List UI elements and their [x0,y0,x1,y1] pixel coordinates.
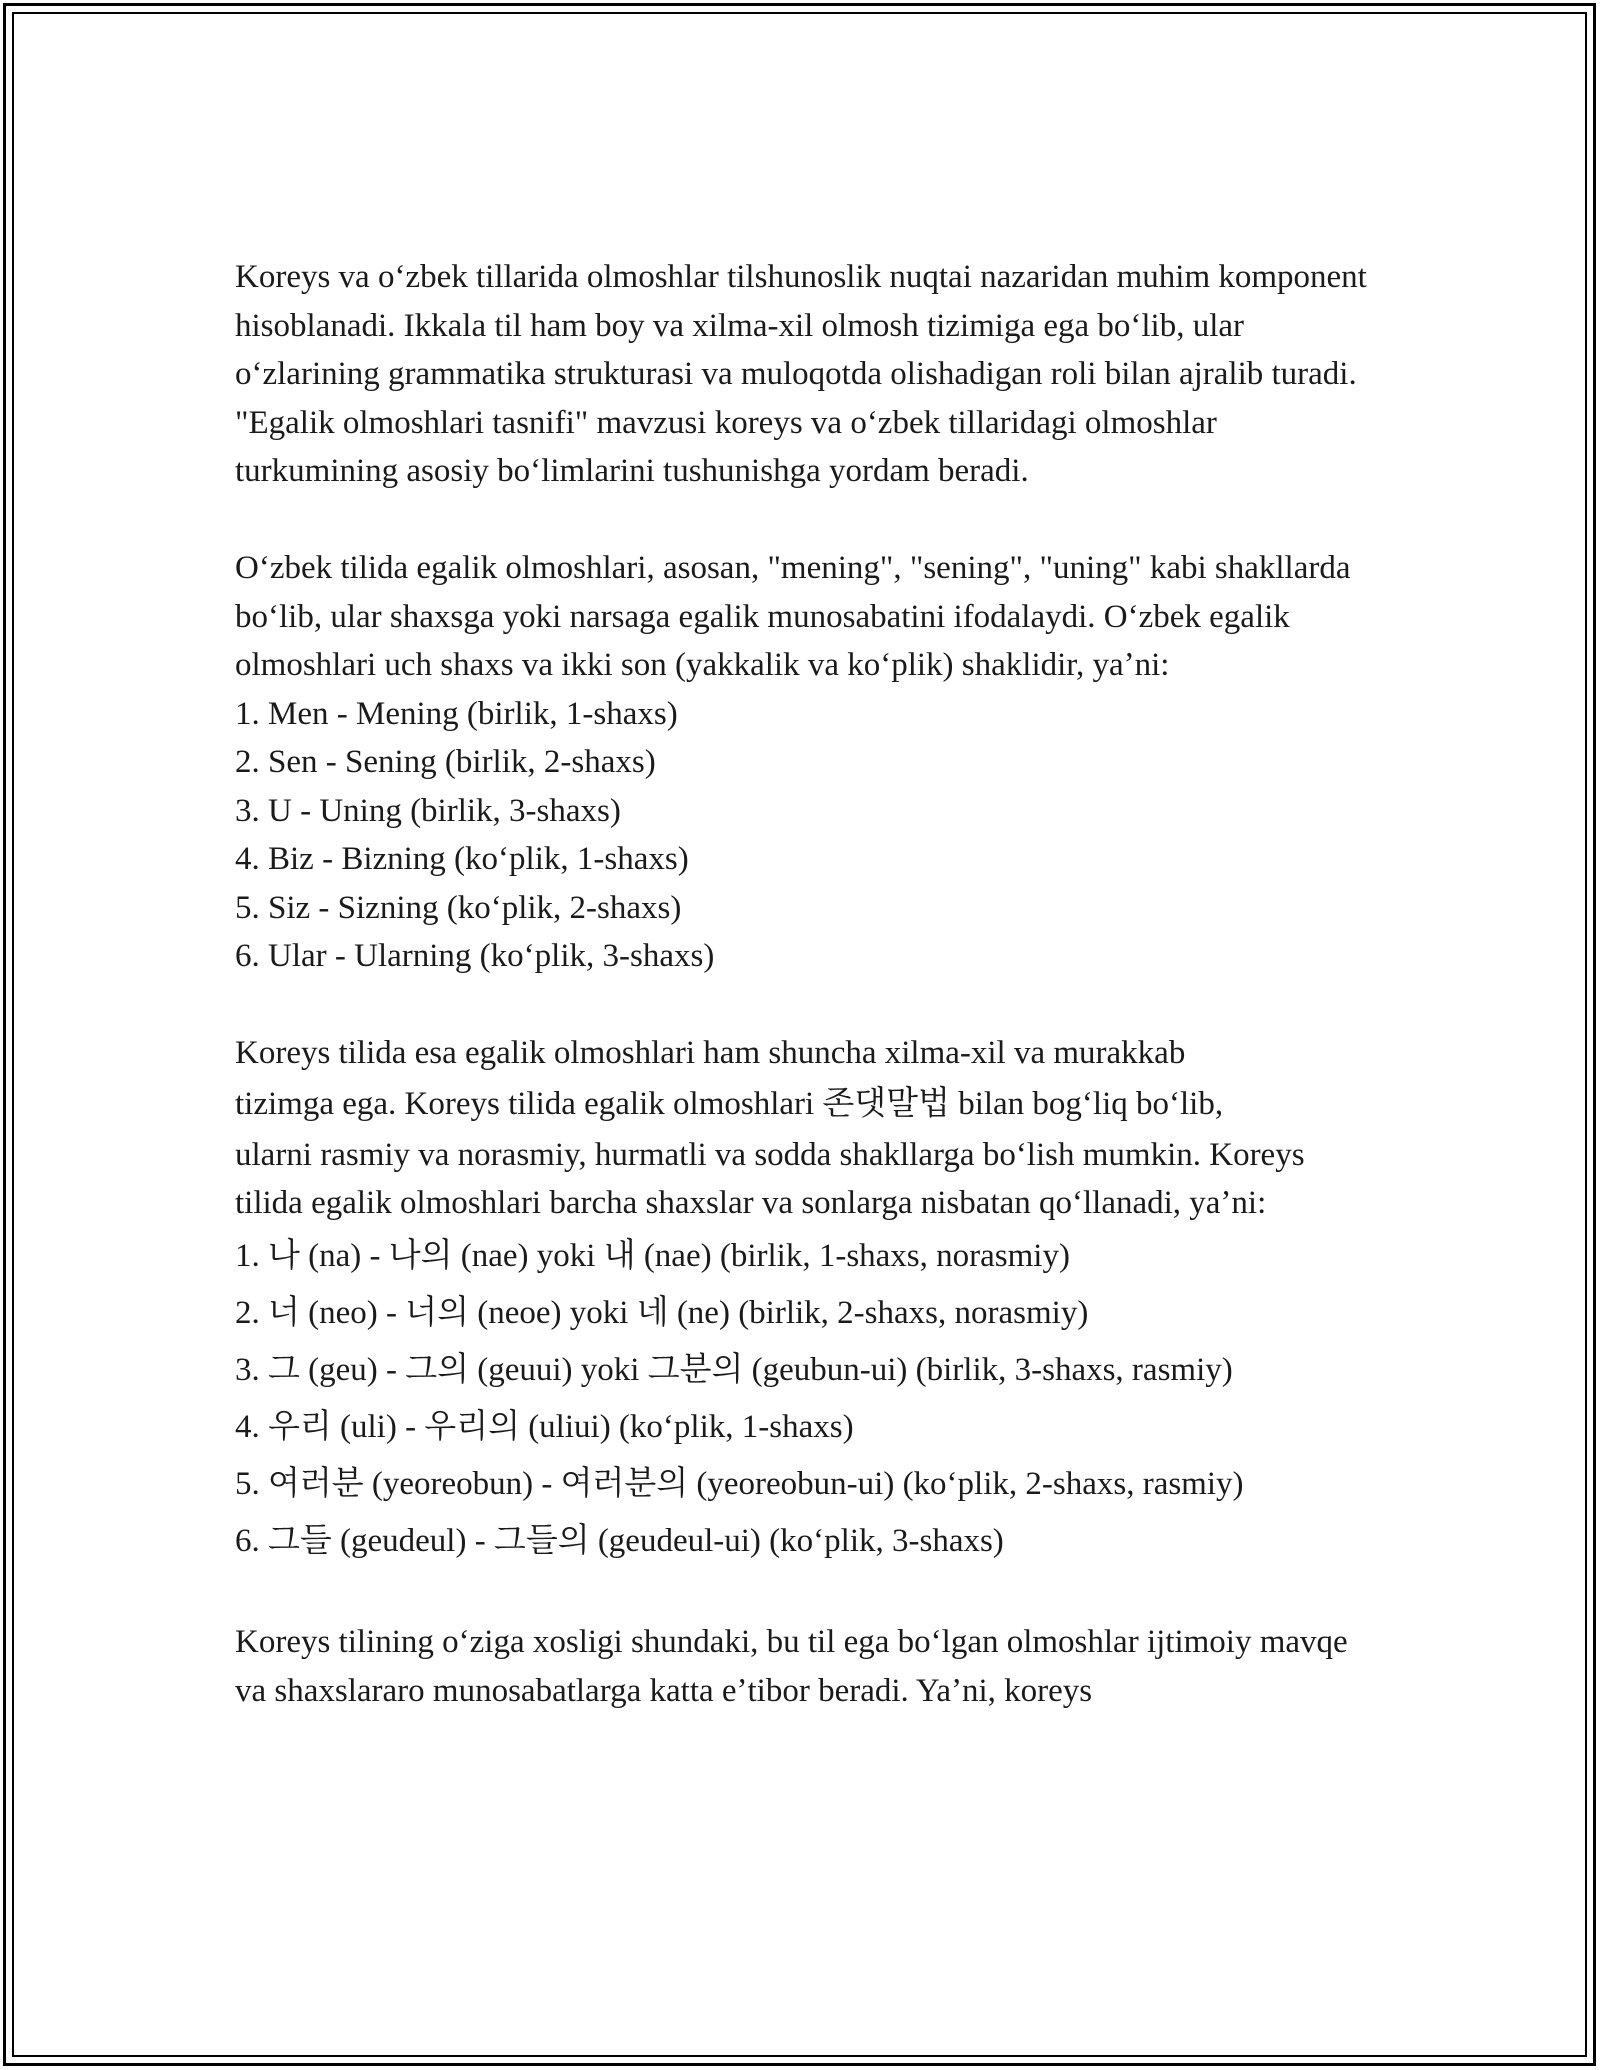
list-item: 6. 그들 (geudeul) - 그들의 (geudeul-ui) (koʻplik, 3-shaxs) [235,1522,1004,1559]
list-item: 3. U - Uning (birlik, 3-shaxs) [235,792,621,829]
list-item: 5. Siz - Sizning (koʻplik, 2-shaxs) [235,889,682,926]
paragraph-gap [235,1570,1375,1619]
list-item: 3. 그 (geu) - 그의 (geuui) yoki 그분의 (geubun-ui) (birlik, 3-shaxs, rasmiy) [235,1351,1233,1388]
paragraph-gap [235,496,1375,545]
paragraph-closing: Koreys tilining oʻziga xosligi shundaki, bu til ega boʻlgan olmoshlar ijtimoiy mavqe va shaxslararo munosabatlarga katta eʼtibor beradi. Yaʼni, koreys [235,1624,1348,1709]
list-item: 1. 나 (na) - 나의 (nae) yoki 내 (nae) (birlik, 1-shaxs, norasmiy) [235,1237,1070,1274]
uzbek-pronoun-list [235,690,1375,981]
list-item: 4. Biz - Bizning (koʻplik, 1-shaxs) [235,841,689,877]
list-item: 2. 너 (neo) - 너의 (neoe) yoki 네 (ne) (birlik, 2-shaxs, norasmiy) [235,1294,1089,1331]
list-item: 2. Sen - Sening (birlik, 2-shaxs) [235,744,656,780]
list-item: 5. 여러분 (yeoreobun) - 여러분의 (yeoreobun-ui) (koʻplik, 2-shaxs, rasmiy) [235,1465,1244,1502]
document-body [235,253,1375,1715]
korean-pronoun-list [235,1228,1375,1570]
paragraph-korean-line2: tizimga ega. Koreys tilida egalik olmoshlari 존댓말법 bilan bogʻliq boʻlib, [235,1085,1224,1122]
paragraph-gap [235,981,1375,1030]
list-item: 6. Ular - Ularning (koʻplik, 3-shaxs) [235,938,715,974]
paragraph-uzbek: Oʻzbek tilida egalik olmoshlari, asosan, "mening", "sening", "uning" kabi shakllarda boʻlib, ular shaxsga yoki narsaga egalik munosabatini ifodalaydi. Oʻzbek egalik olmoshlari uch shaxs va ikki son (yakkalik va koʻplik) shaklidir, yaʼni: [235,550,1351,683]
list-item: 4. 우리 (uli) - 우리의 (uliui) (koʻplik, 1-shaxs) [235,1408,854,1445]
paragraph-korean-rest: ularni rasmiy va norasmiy, hurmatli va sodda shakllarga boʻlish mumkin. Koreys tilida egalik olmoshlari barcha shaxslar va sonlarga nisbatan qoʻllanadi, yaʼni: [235,1136,1305,1221]
paragraph-korean-line1: Koreys tilida esa egalik olmoshlari ham shuncha xilma-xil va murakkab [235,1035,1186,1071]
list-item: 1. Men - Mening (birlik, 1-shaxs) [235,695,678,732]
paragraph-intro: Koreys va oʻzbek tillarida olmoshlar tilshunoslik nuqtai nazaridan muhim komponent hisoblanadi. Ikkala til ham boy va xilma-xil olmosh tizimiga ega boʻlib, ular oʻzlarining grammatika strukturasi va muloqotda olishadigan roli bilan ajralib turadi. "Egalik olmoshlari tasnifi" mavzusi koreys va oʻzbek tillaridagi olmoshlar turkumining asosiy boʻlimlarini tushunishga yordam beradi. [235,259,1367,489]
